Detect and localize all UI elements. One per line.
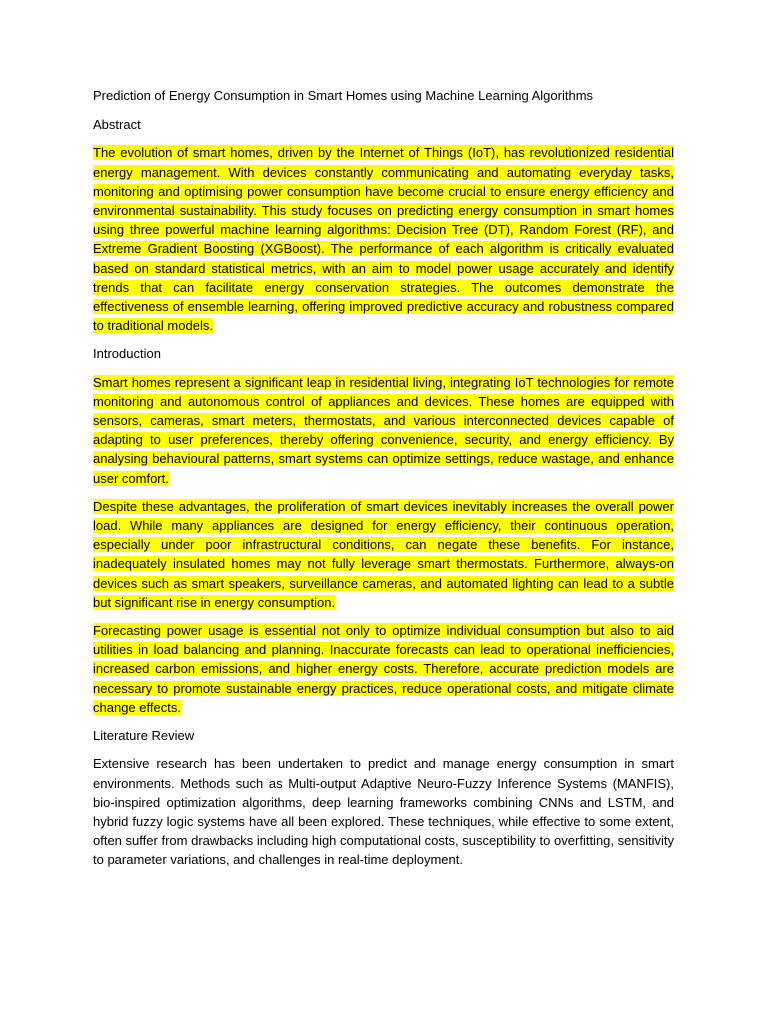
literature-review-paragraph: Extensive research has been undertaken to predict and manage energy consumption in smart environments. Methods such as Multi-output Adaptive Neuro-Fuzzy Inference Systems (MANFIS), bio-inspired optimization algorithms, deep learning frameworks combining CNNs and LSTM, and hybrid fuzzy logic systems have all been explored. These techniques, while effective to some extent, often suffer from drawbacks including high computational costs, susceptibility to overfitting, sensitivity to parameter variations, and challenges in real-time deployment.: [93, 756, 674, 868]
introduction-paragraph-2: [93, 497, 674, 612]
document-title: Prediction of Energy Consumption in Smart Homes using Machine Learning Algorithms: [93, 88, 594, 103]
introduction-paragraph-1: [93, 373, 674, 488]
introduction-text-3-highlighted: Forecasting power usage is essential not only to optimize individual consumption but also to aid utilities in load balancing and planning. Inaccurate forecasts can lead to operational inefficiencies, increased carbon emissions, and higher energy costs. Therefore, accurate prediction models are necessary to promote sustainable energy practices, reduce operational costs, and mitigate climate change effects.: [93, 623, 674, 715]
literature-review-heading: Literature Review: [93, 728, 195, 744]
abstract-paragraph: [93, 143, 674, 335]
introduction-text-2-highlighted: Despite these advantages, the proliferation of smart devices inevitably increases the overall power load. While many appliances are designed for energy efficiency, their continuous operation, especially under poor infrastructural conditions, can negate these benefits. For instance, inadequately insulated homes may not fully leverage smart thermostats. Furthermore, always-on devices such as smart speakers, surveillance cameras, and automated lighting can lead to a subtle but significant rise in energy consumption.: [93, 498, 674, 610]
introduction-text-1-highlighted: Smart homes represent a significant leap in residential living, integrating IoT technologies for remote monitoring and autonomous control of appliances and devices. These homes are equipped with sensors, cameras, smart meters, thermostats, and various interconnected devices capable of adapting to user preferences, thereby offering convenience, security, and energy efficiency. By analysing behavioural patterns, smart systems can optimize settings, reduce wastage, and enhance user comfort.: [93, 374, 674, 486]
introduction-paragraph-3: [93, 621, 674, 717]
abstract-text-highlighted: The evolution of smart homes, driven by the Internet of Things (IoT), has revolutionized residential energy management. With devices constantly communicating and automating everyday tasks, monitoring and optimising power consumption have become crucial to ensure energy efficiency and environmental sustainability. This study focuses on predicting energy consumption in smart homes using three powerful machine learning algorithms: Decision Tree (DT), Random Forest (RF), and Extreme Gradient Boosting (XGBoost). The performance of each algorithm is critically evaluated based on standard statistical metrics, with an aim to model power usage accurately and identify trends that can facilitate energy conservation strategies. The outcomes demonstrate the effectiveness of ensemble learning, offering improved predictive accuracy and robustness compared to traditional models.: [93, 145, 674, 334]
abstract-heading: Abstract: [93, 117, 141, 133]
introduction-heading: Introduction: [93, 346, 161, 362]
